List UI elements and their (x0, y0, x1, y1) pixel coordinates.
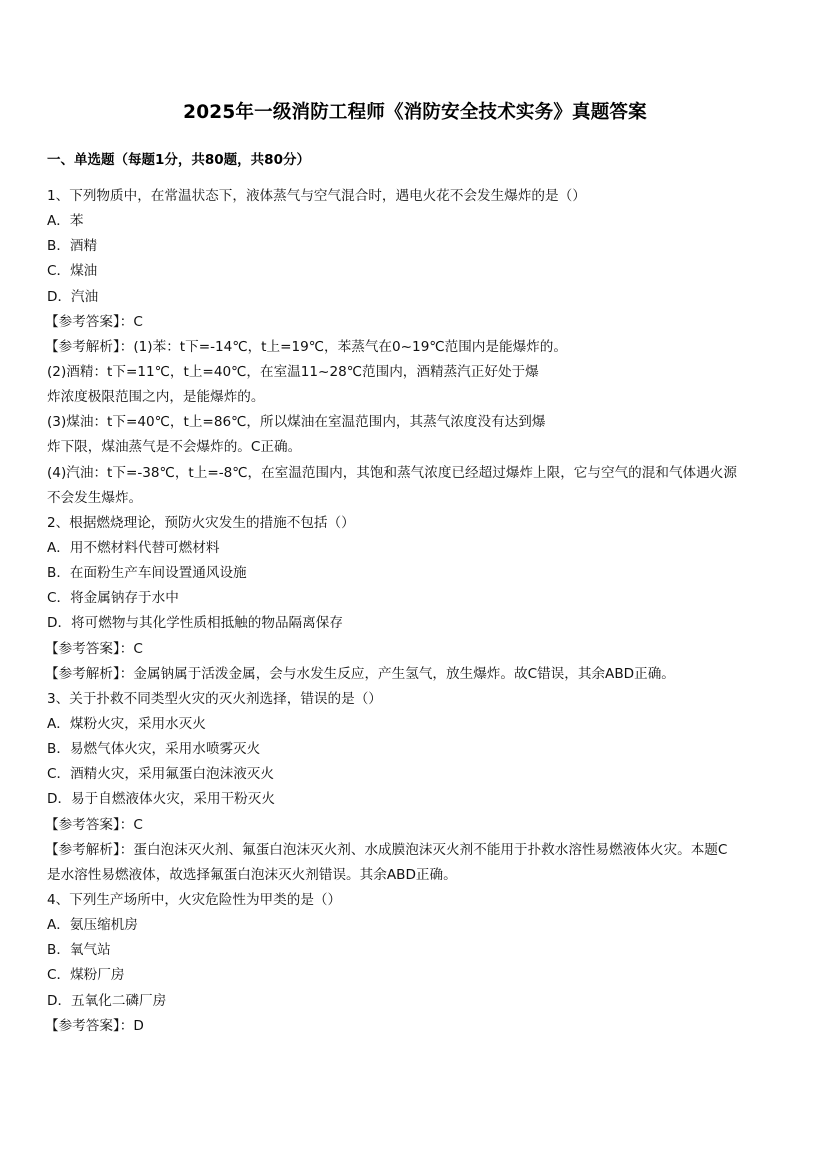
question-1-analysis-line: (4)汽油：t下=-38℃，t上=-8℃，在室温范围内，其饱和蒸气浓度已经超过爆炸上限，它与空气的混和气体遇火源 (47, 464, 737, 481)
question-1-option-c: C．煤油 (47, 263, 98, 280)
question-3-option-b: B．易燃气体火灾，采用水喷雾灭火 (47, 741, 261, 758)
question-1-analysis-line: 不会发生爆炸。 (47, 489, 143, 506)
question-2-answer: 【参考答案】：C (45, 640, 143, 657)
question-4-option-a: A．氨压缩机房 (47, 917, 138, 934)
question-2-option-d: D．将可燃物与其化学性质相抵触的物品隔离保存 (47, 615, 343, 632)
question-1-stem: 1、下列物质中，在常温状态下，液体蒸气与空气混合时，遇电火花不会发生爆炸的是（） (47, 188, 586, 204)
question-2-option-a: A．用不燃材料代替可燃材料 (47, 539, 220, 556)
question-3-answer: 【参考答案】：C (45, 816, 143, 833)
question-1-analysis-line: (3)煤油：t下=40℃，t上=86℃，所以煤油在室温范围内，其蒸气浓度没有达到爆 (47, 414, 546, 431)
question-4-stem: 4、下列生产场所中，火灾危险性为甲类的是（） (47, 891, 342, 908)
question-3-analysis: 【参考解析】：蛋白泡沫灭火剂、氟蛋白泡沫灭火剂、水成膜泡沫灭火剂不能用于扑救水溶性易燃液体火灾。本题C (45, 841, 728, 858)
question-2-option-c: C．将金属钠存于水中 (47, 590, 179, 607)
question-3-stem: 3、关于扑救不同类型火灾的灭火剂选择，错误的是（） (47, 690, 382, 707)
question-2-option-b: B．在面粉生产车间设置通风设施 (47, 565, 247, 582)
question-4-option-d: D．五氧化二磷厂房 (47, 992, 167, 1009)
question-1-option-d: D．汽油 (47, 288, 99, 305)
question-2-analysis: 【参考解析】：金属钠属于活泼金属，会与水发生反应，产生氢气，放生爆炸。故C错误，其余ABD正确。 (45, 665, 675, 682)
document-body (47, 184, 792, 1039)
question-1-option-a: A．苯 (47, 213, 84, 230)
question-1-analysis-line: (2)酒精：t下=11℃，t上=40℃，在室温11~28℃范围内，酒精蒸汽正好处于爆 (47, 363, 539, 380)
question-1-analysis-line: 炸浓度极限范围之内，是能爆炸的。 (47, 389, 265, 406)
question-4-option-c: C．煤粉厂房 (47, 967, 125, 984)
question-3-analysis-line: 是水溶性易燃液体，故选择氟蛋白泡沫灭火剂错误。其余ABD正确。 (47, 866, 457, 883)
question-1-analysis-line: 炸下限，煤油蒸气是不会爆炸的。C正确。 (47, 439, 302, 456)
question-1-analysis: 【参考解析】：(1)苯：t下=-14℃，t上=19℃，苯蒸气在0~19℃范围内是能爆炸的。 (45, 338, 567, 355)
question-3-option-a: A．煤粉火灾，采用水灭火 (47, 715, 206, 732)
section-heading: 一、单选题（每题1分，共80题，共80分） (47, 152, 310, 168)
question-4-option-b: B．氧气站 (47, 942, 111, 959)
question-1-answer: 【参考答案】：C (45, 313, 143, 330)
question-3-option-d: D．易于自燃液体火灾，采用干粉灭火 (47, 791, 275, 808)
question-3-option-c: C．酒精火灾，采用氟蛋白泡沫液灭火 (47, 766, 274, 783)
question-2-stem: 2、根据燃烧理论，预防火灾发生的措施不包括（） (47, 514, 355, 531)
question-1-option-b: B．酒精 (47, 238, 98, 255)
question-4-answer: 【参考答案】：D (45, 1017, 144, 1034)
document-title: 2025年一级消防工程师《消防安全技术实务》真题答案 (183, 102, 647, 123)
